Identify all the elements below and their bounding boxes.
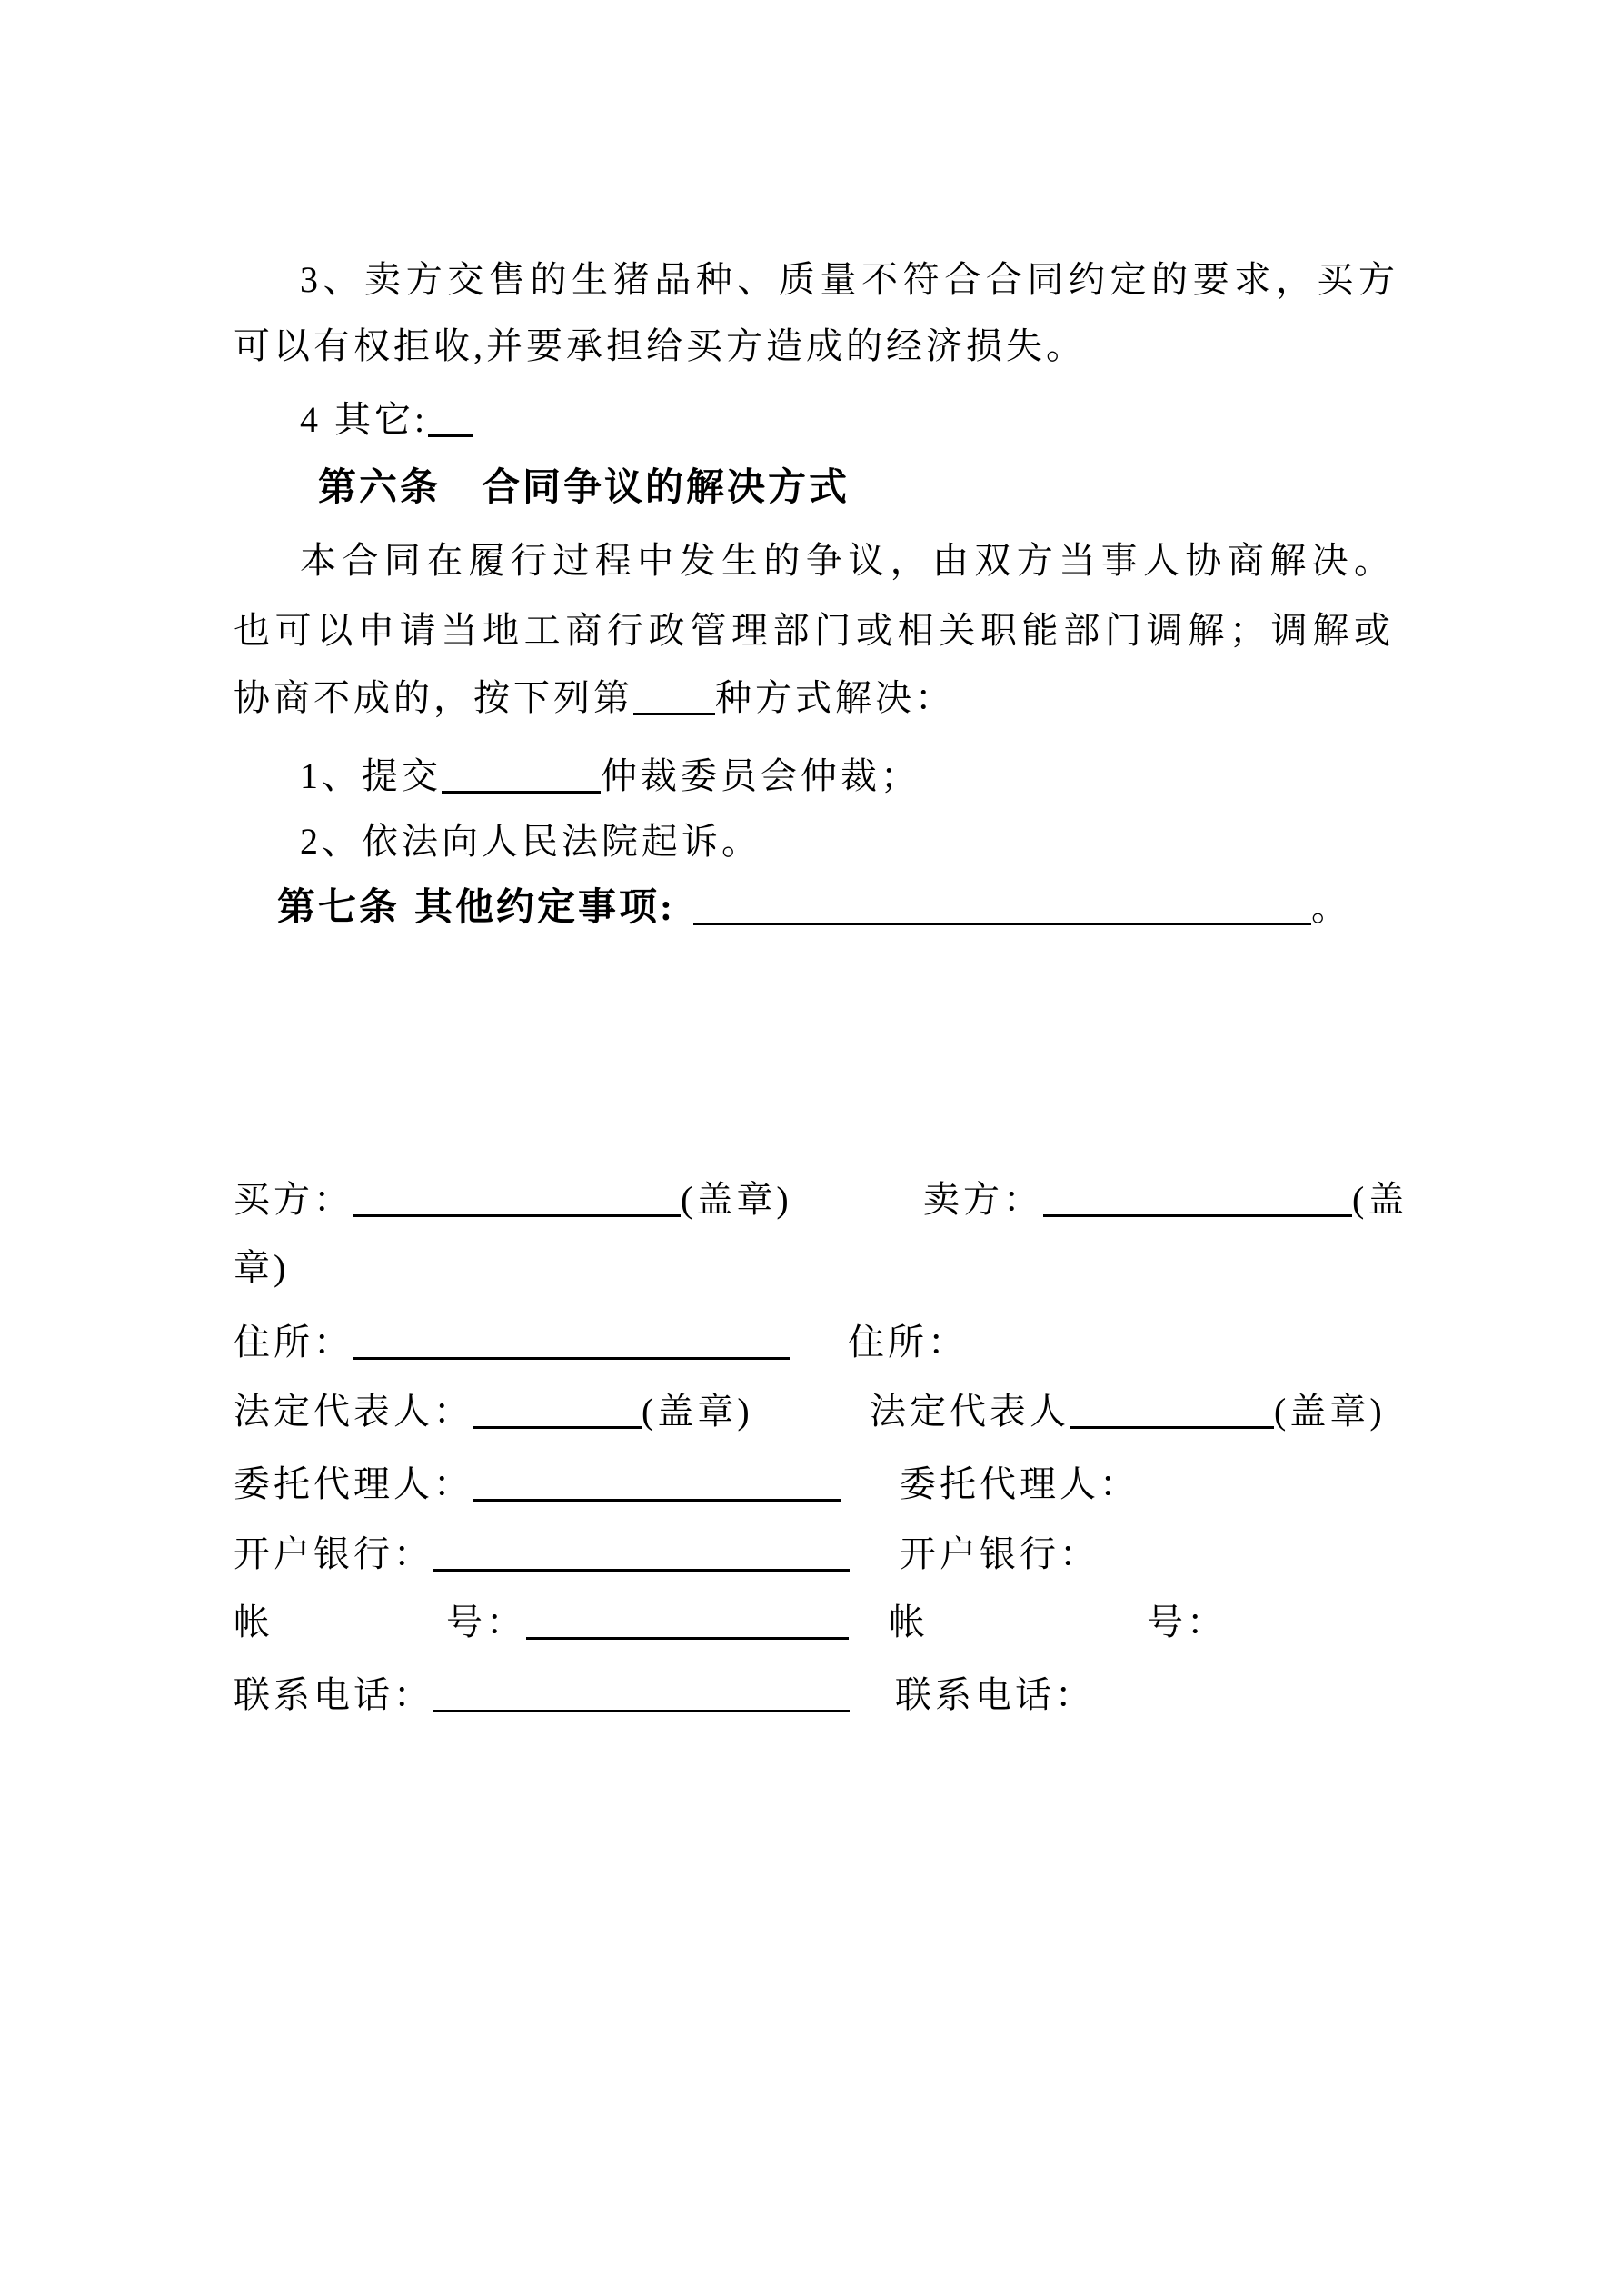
seller-legal-rep-line <box>870 1390 1386 1433</box>
dispute-line2: 也可以申请当地工商行政管理部门或相关职能部门调解；调解或 <box>234 610 1390 651</box>
buyer-bank-line <box>234 1532 850 1576</box>
item4-line <box>300 398 473 442</box>
dispute-line3 <box>234 676 955 720</box>
method-number-blank-line <box>633 705 715 715</box>
arbitration-committee-blank-line <box>442 784 601 794</box>
article7-title: 其他约定事项: <box>414 887 676 929</box>
seller-account-label-rest: 号： <box>1147 1602 1227 1642</box>
buyer-phone-label: 联系电话： <box>234 1674 433 1715</box>
article6-number: 第六条 <box>318 467 442 509</box>
buyer-agent-label: 委托代理人： <box>234 1463 473 1504</box>
buyer-agent-line <box>234 1462 841 1506</box>
item4-blank-line <box>428 427 473 437</box>
option2-line: 2、依法向人民法院起诉。 <box>300 821 761 862</box>
option1-pre: 1、提交 <box>300 755 442 796</box>
buyer-address-blank-line <box>353 1350 790 1360</box>
buyer-line <box>234 1178 792 1222</box>
buyer-phone-line <box>234 1673 850 1717</box>
buyer-bank-label: 开户银行： <box>234 1533 433 1574</box>
seller-account-line <box>889 1601 1227 1644</box>
buyer-legal-rep-label: 法定代表人： <box>234 1391 473 1432</box>
dispute-line3-post: 种方式解决： <box>715 677 955 718</box>
dispute-line1: 本合同在履行过程中发生的争议，由双方当事人协商解决。 <box>300 540 1390 581</box>
buyer-name-blank-line <box>353 1207 681 1217</box>
seller-seal-label-wrap: 章) <box>234 1247 290 1288</box>
option1-post: 仲裁委员会仲裁； <box>601 755 920 796</box>
seller-account-label-first: 帐 <box>889 1602 929 1642</box>
buyer-account-label-rest: 号： <box>446 1602 526 1642</box>
buyer-seal-label: (盖章) <box>681 1179 792 1220</box>
seller-label: 卖方： <box>923 1179 1043 1220</box>
seller-legal-rep-blank-line <box>1070 1419 1274 1429</box>
buyer-legal-rep-seal-label: (盖章) <box>642 1391 753 1432</box>
clause3-line2: 可以有权拒收,并要承担给买方造成的经济损失。 <box>234 325 1086 366</box>
buyer-legal-rep-line <box>234 1390 753 1433</box>
buyer-address-label: 住所： <box>234 1322 353 1363</box>
dispute-line3-pre: 协商不成的，按下列第 <box>234 677 633 718</box>
buyer-address-line <box>234 1321 790 1364</box>
seller-seal-label-open: (盖 <box>1352 1179 1408 1220</box>
buyer-bank-blank-line <box>433 1562 850 1572</box>
buyer-label: 买方： <box>234 1179 353 1220</box>
article7-period: 。 <box>1311 887 1348 928</box>
buyer-agent-blank-line <box>473 1492 841 1502</box>
option1-line <box>300 754 920 798</box>
seller-phone-label: 联系电话： <box>895 1674 1095 1715</box>
article6-heading <box>318 466 850 510</box>
clause3-line1: 3、卖方交售的生猪品种、质量不符合合同约定的要求，买方 <box>300 259 1395 300</box>
buyer-account-blank-line <box>526 1630 849 1640</box>
buyer-account-line <box>234 1601 849 1644</box>
seller-legal-rep-label: 法定代表人 <box>870 1391 1070 1432</box>
seller-legal-rep-seal-label: (盖章) <box>1274 1391 1386 1432</box>
article7-number: 第七条 <box>277 887 401 929</box>
buyer-phone-blank-line <box>433 1702 850 1712</box>
article7-heading <box>277 886 1348 930</box>
article6-title: 合同争议的解决方式 <box>482 467 851 509</box>
other-matters-blank-line <box>693 915 1311 925</box>
seller-line <box>923 1178 1408 1222</box>
seller-bank-label: 开户银行： <box>900 1533 1100 1574</box>
buyer-account-label-first: 帐 <box>234 1602 274 1642</box>
seller-name-blank-line <box>1043 1207 1352 1217</box>
seller-agent-label: 委托代理人： <box>900 1463 1139 1504</box>
seller-address-label: 住所： <box>848 1322 968 1363</box>
item4-label: 4 其它: <box>300 399 429 440</box>
buyer-legal-rep-blank-line <box>473 1419 642 1429</box>
